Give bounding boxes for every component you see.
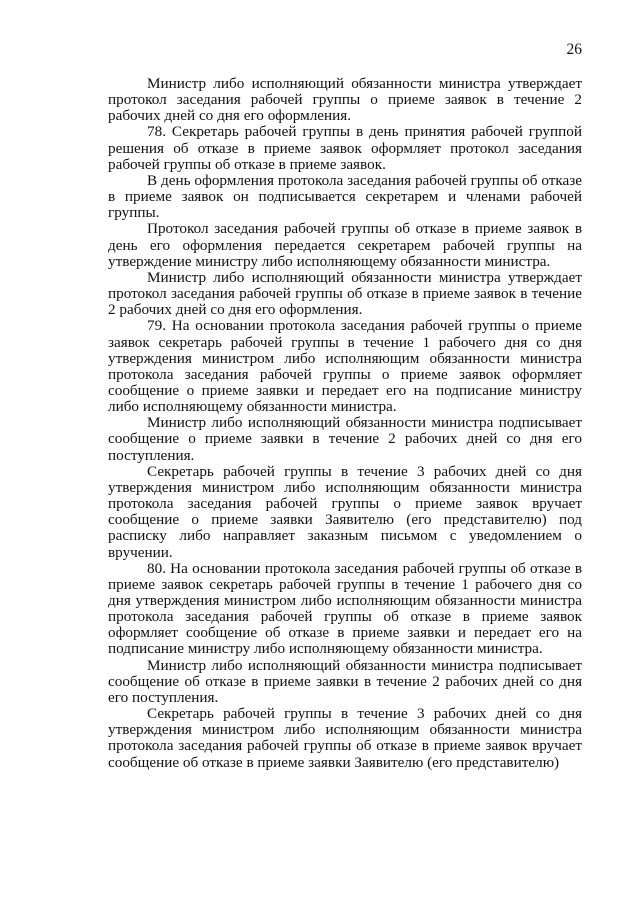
paragraph: Протокол заседания рабочей группы об отказе в приеме заявок в день его оформления передается секретарем рабочей группы на утверждение министру либо исполняющему обязанности министра. bbox=[108, 220, 582, 270]
paragraph: 80. На основании протокола заседания рабочей группы об отказе в приеме заявок секретарь рабочей группы в течение 1 рабочего дня со дня утверждения министром либо исполняющим обязанности министра протокола заседания рабочей группы об отказе в приеме заявок оформляет сообщение об отказе в приеме заявки и передает его на подписание министру либо исполняющему обязанности министра. bbox=[108, 559, 582, 658]
paragraph: Министр либо исполняющий обязанности министра подписывает сообщение о приеме заявки в течение 2 рабочих дней со дня его поступления. bbox=[108, 414, 582, 464]
paragraph: Министр либо исполняющий обязанности министра подписывает сообщение об отказе в приеме заявки в течение 2 рабочих дней со дня его поступления. bbox=[108, 656, 582, 706]
paragraph: Министр либо исполняющий обязанности министра утверждает протокол заседания рабочей группы о приеме заявок в течение 2 рабочих дней со дня его оформления. bbox=[108, 75, 582, 125]
document-body bbox=[108, 76, 582, 771]
paragraph: Секретарь рабочей группы в течение 3 рабочих дней со дня утверждения министром либо исполняющим обязанности министра протокола заседания рабочей группы о приеме заявок вручает сообщение о приеме заявки Заявителю (его представителю) под расписку либо направляет заказным письмом с уведомлением о вручении. bbox=[108, 462, 582, 561]
paragraph: 78. Секретарь рабочей группы в день принятия рабочей группой решения об отказе в приеме заявок оформляет протокол заседания рабочей группы об отказе в приеме заявок. bbox=[108, 123, 582, 173]
paragraph: Министр либо исполняющий обязанности министра утверждает протокол заседания рабочей группы об отказе в приеме заявок в течение 2 рабочих дней со дня его оформления. bbox=[108, 268, 582, 319]
paragraph: 79. На основании протокола заседания рабочей группы о приеме заявок секретарь рабочей группы в течение 1 рабочего дня со дня утверждения министром либо исполняющим обязанности министра протокола заседания рабочей группы о приеме заявок оформляет сообщение о приеме заявки и передает его на подписание министру либо исполняющему обязанности министра. bbox=[108, 317, 582, 416]
page-number: 26 bbox=[566, 41, 582, 58]
paragraph: Секретарь рабочей группы в течение 3 рабочих дней со дня утверждения министром либо исполняющим обязанности министра протокола заседания рабочей группы об отказе в приеме заявок вручает сообщение об отказе в приеме заявки Заявителю (его представителю) bbox=[108, 705, 582, 771]
paragraph: В день оформления протокола заседания рабочей группы об отказе в приеме заявок он подписывается секретарем и членами рабочей группы. bbox=[108, 171, 582, 222]
